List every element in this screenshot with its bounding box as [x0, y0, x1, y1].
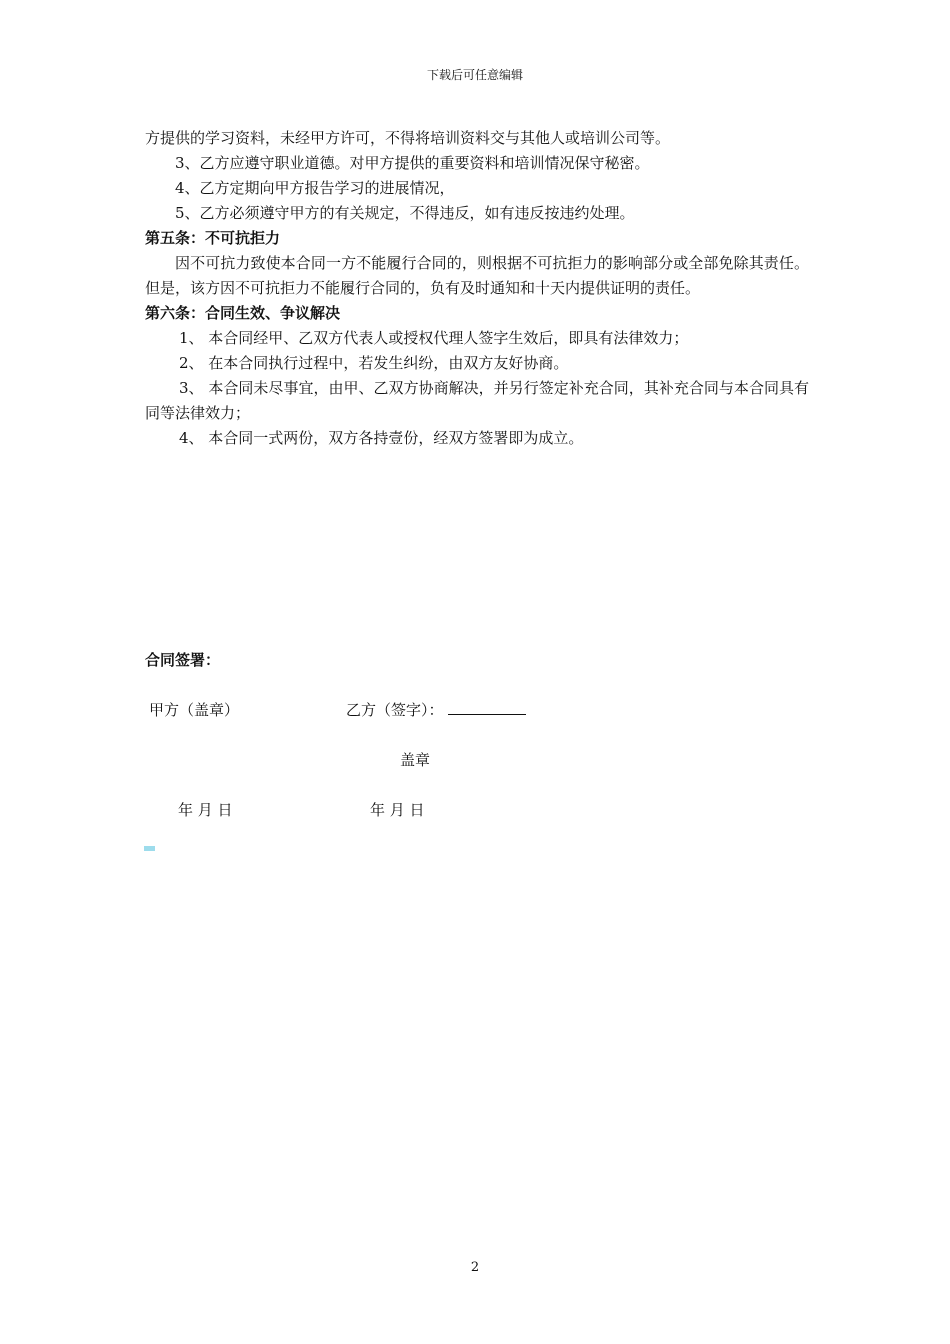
page-number: 2: [470, 1260, 480, 1275]
clause-item-4: 4、乙方定期向甲方报告学习的进展情况，: [175, 179, 455, 197]
highlight-marker: [144, 846, 155, 851]
party-a-date: 年 月 日: [178, 801, 233, 819]
party-b-date: 年 月 日: [370, 801, 425, 819]
article-6-heading: 第六条：合同生效、争议解决: [145, 304, 341, 322]
signature-blank-line: [448, 699, 526, 715]
clause-item-5: 5、乙方必须遵守甲方的有关规定，不得违反，如有违反按违约处理。: [175, 204, 635, 222]
contract-body: [145, 126, 809, 451]
seal-label: 盖章: [400, 751, 431, 769]
article-6-item-1: 1、 本合同经甲、乙双方代表人或授权代理人签字生效后，即具有法律效力；: [179, 329, 689, 347]
paragraph: 方提供的学习资料，未经甲方许可，不得将培训资料交与其他人或培训公司等。: [145, 129, 671, 147]
party-b-label: 乙方（签字）：: [346, 701, 444, 719]
signature-title: 合同签署：: [145, 651, 221, 669]
force-majeure-paragraph: 因不可抗力致使本合同一方不能履行合同的，则根据不可抗拒力的影响部分或全部免除其责任。但是，该方因不可抗拒力不能履行合同的，负有及时通知和十天内提供证明的责任。: [145, 254, 809, 297]
article-6-item-4: 4、 本合同一式两份，双方各持壹份，经双方签署即为成立。: [179, 429, 584, 447]
clause-item-3: 3、乙方应遵守职业道德。对甲方提供的重要资料和培训情况保守秘密。: [175, 154, 650, 172]
article-6-item-2: 2、 在本合同执行过程中，若发生纠纷，由双方友好协商。: [179, 354, 569, 372]
article-5-heading: 第五条：不可抗拒力: [145, 229, 281, 247]
party-b-signature: [346, 699, 526, 721]
page-header: 下载后可任意编辑: [426, 68, 523, 82]
article-6-item-3: 3、 本合同未尽事宜，由甲、乙双方协商解决，并另行签定补充合同，其补充合同与本合同具有同等法律效力；: [145, 379, 809, 422]
party-a-label: 甲方（盖章）: [149, 701, 240, 719]
